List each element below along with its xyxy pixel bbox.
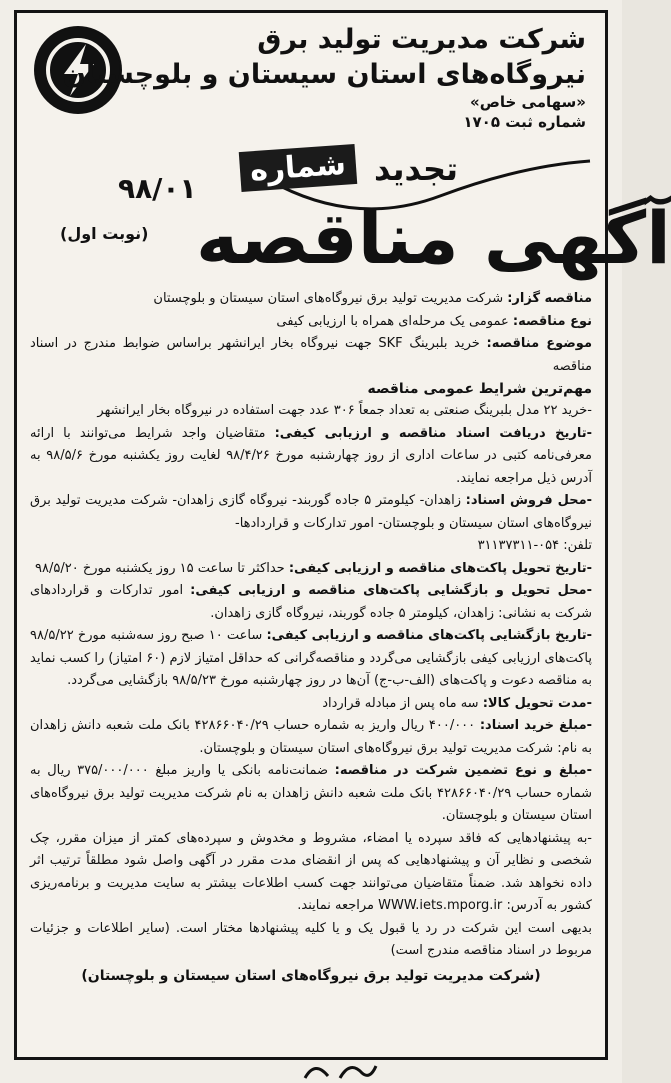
tender-owner-label: مناقصه گزار: [507, 291, 592, 306]
handwritten-scribble-icon [300, 1058, 380, 1083]
general-conditions-heading: مهم‌ترین شرایط عمومی مناقصه [367, 381, 592, 397]
tender-type-label: نوع مناقصه: [512, 313, 592, 329]
tender-subject [30, 333, 592, 378]
delivery-date [30, 558, 592, 581]
rights-reserved: بدیهی است این شرکت در رد یا قبول یک و یا کلیه پیشنهادها مختار است. (سایر اطلاعات و جزئیات مربوط در اسناد مناقصه مندرج است) [30, 920, 592, 958]
tender-number: ۹۸/۰۱ [118, 172, 197, 205]
item-purchase: -خرید ۲۲ مدل بلبرینگ صنعتی به تعداد جمعاً ۳۰۶ عدد جهت استفاده در نیروگاه بخار ایرانشهر [97, 403, 592, 418]
company-type: «سهامی خاص» [470, 93, 586, 111]
main-title: آگهی مناقصه [196, 196, 671, 280]
company-header [63, 22, 586, 132]
docs-sale-text: زاهدان- کیلومتر ۵ جاده گوربند- نیروگاه گازی زاهدان- شرکت مدیریت تولید برق نیروگاه‌های استان سیستان و بلوچستان- امور تدارکات و قراردادها- [30, 493, 592, 531]
number-label: شماره [239, 144, 357, 192]
guarantee-label: -مبلغ و نوع تضمین شرکت در مناقصه: [334, 763, 592, 778]
notes-text: -به پیشنهادهایی که فاقد سپرده یا امضاء، مشروط و مخدوش و سپرده‌های کمتر از میزان مقرر، چک شخصی و نظایر آن و پیشنهادهایی که پس از انقضای مدت مقرر در آگهی واصل شود مطلقاً ترتیب اثر داده نخواهد شد. ضمناً متقاضیان می‌توانند جهت کسب اطلاعات بیشتر به سایت مدیریت و برنامه‌ریزی کشور به آدرس: [30, 830, 592, 913]
notes [30, 828, 592, 918]
delivery-place-text: امور تدارکات و قراردادهای شرکت به نشانی: زاهدان، کیلومتر ۵ جاده گوربند، نیروگاه گازی زاهدان. [30, 583, 592, 621]
delivery-place [30, 580, 592, 625]
notes-tail: مراجعه نمایند. [297, 898, 374, 913]
company-name-line2: نیروگاه‌های استان سیستان و بلوچستان [63, 59, 586, 90]
docs-receipt-label: -تاریخ دریافت اسناد مناقصه و ارزیابی کیفی: [274, 425, 592, 441]
website-link[interactable]: WWW.iets.mporg.ir [378, 898, 503, 913]
delivery-date-text: حداکثر تا ساعت ۱۵ روز یکشنبه مورخ ۹۸/۵/۲۰ [35, 560, 285, 576]
opening-date-text: ساعت ۱۰ صبح روز سه‌شنبه مورخ ۹۸/۵/۲۲ پاکت‌های ارزیابی کیفی بازگشایی می‌گردد و مناقصه‌گرانی که حداقل امتیاز لازم (۶۰ امتیاز) را کسب نماید به مناقصه دعوت و پاکت‌های (الف-ب-ج) آن‌ها در روز چهارشنبه مورخ ۹۸/۵/۲۳ بازگشایی می‌گردد. [30, 628, 592, 688]
company-name-line1: شرکت مدیریت تولید برق [257, 24, 586, 55]
guarantee-text: ضمانت‌نامه بانکی یا واریز مبلغ ۳۷۵/۰۰۰/۰۰۰ ریال به شماره حساب ۴۲۸۶۶۰۴۰/۲۹ بانک ملت شعبه دانش زاهدان به نام شرکت مدیریت تولید برق نیروگاه‌های استان سیستان و بلوچستان. [30, 763, 592, 823]
docs-receipt-text: متقاضیان واجد شرایط می‌توانند با ارائه معرفی‌نامه کتبی در ساعات اداری از روز چهارشنبه مورخ ۹۸/۴/۲۶ لغایت روز یکشنبه مورخ ۹۸/۵/۶ به آدرس ذیل مراجعه نمایند. [30, 425, 592, 486]
tender-type [30, 311, 592, 334]
advertisement-body [30, 288, 592, 1001]
footer-company: (شرکت مدیریت تولید برق نیروگاه‌های استان سیستان و بلوچستان) [81, 967, 541, 984]
tender-owner-text: شرکت مدیریت تولید برق نیروگاه‌های استان سیستان و بلوچستان [153, 291, 504, 306]
delivery-duration [30, 693, 592, 716]
phone-number: تلفن: ۰۵۴-۳۱۱۳۷۳۱۱ [477, 538, 592, 553]
docs-price-label: -مبلغ خرید اسناد: [479, 718, 593, 733]
delivery-date-label: -تاریخ تحویل پاکت‌های مناقصه و ارزیابی کیفی: [288, 560, 592, 576]
guarantee [30, 760, 592, 828]
tender-subject-text: خرید بلبرینگ SKF جهت نیروگاه بخار ایرانشهر براساس ضوابط مندرج در اسناد مناقصه [30, 336, 592, 374]
tender-owner [30, 288, 592, 311]
docs-receipt [30, 423, 592, 491]
delivery-place-label: -محل تحویل و بازگشایی پاکت‌های مناقصه و ارزیابی کیفی: [190, 583, 592, 598]
tender-subject-label: موضوع مناقصه: [486, 336, 593, 351]
delivery-duration-text: سه ماه پس از مبادله قرارداد [322, 695, 479, 711]
renewal-label: تجدید [374, 150, 459, 188]
publication-round: (نوبت اول) [60, 224, 149, 243]
opening-date-label: -تاریخ بازگشایی پاکت‌های مناقصه و ارزیابی کیفی: [266, 628, 592, 643]
tender-type-text: عمومی یک مرحله‌ای همراه با ارزیابی کیفی [276, 313, 509, 329]
docs-price [30, 715, 592, 760]
docs-sale-label: -محل فروش اسناد: [465, 493, 593, 508]
registration-number: شماره ثبت ۱۷۰۵ [463, 113, 586, 131]
delivery-duration-label: -مدت تحویل کالا: [482, 695, 592, 711]
docs-price-text: ۴۰۰/۰۰۰ ریال واریز به شماره حساب ۴۲۸۶۶۰۴۰/۲۹ بانک ملت شعبه دانش زاهدان به نام: شرکت مدیریت تولید برق نیروگاه‌های استان سیستان و بلوچستان. [30, 718, 592, 756]
docs-sale-place [30, 490, 592, 535]
opening-date [30, 625, 592, 693]
